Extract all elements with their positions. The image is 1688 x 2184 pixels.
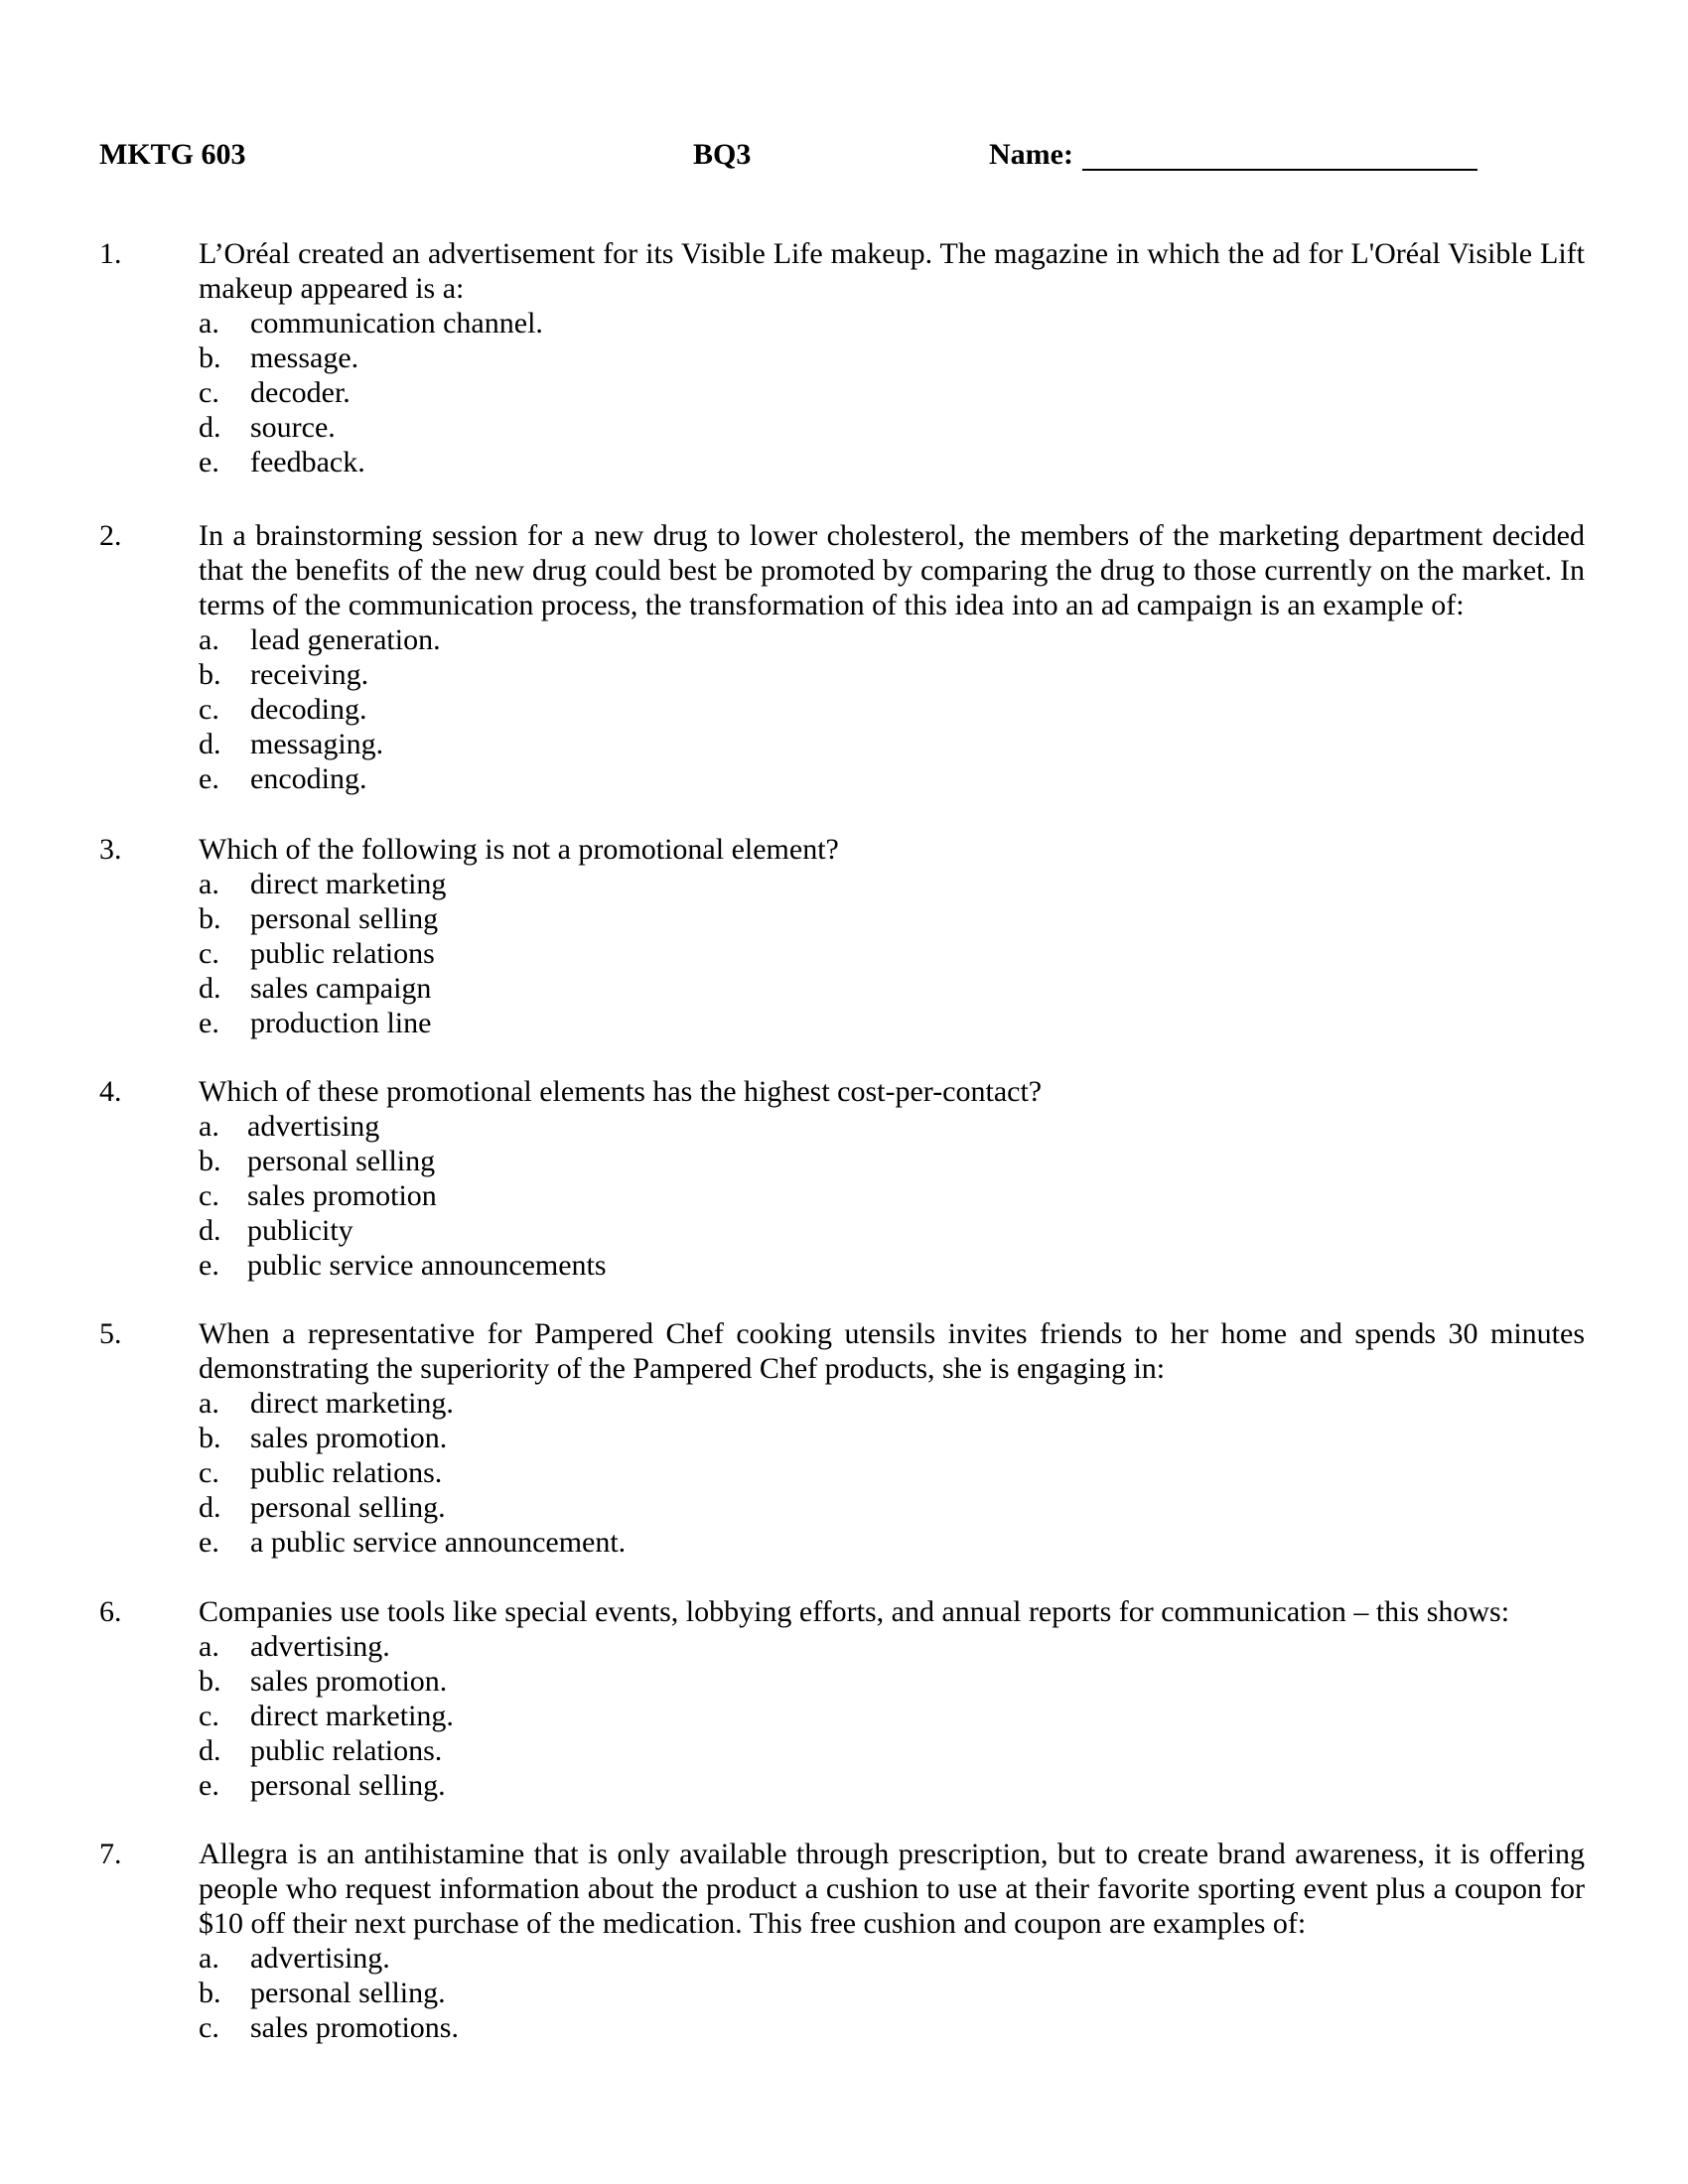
option-letter: c. [199,1456,219,1489]
answer-option [199,410,1688,445]
quiz-code: BQ3 [693,138,752,171]
answer-option [199,657,1688,692]
option-text: decoder. [250,376,351,409]
option-letter: c. [199,1179,219,1212]
answer-option [199,1941,1688,1976]
option-letter: a. [199,1630,219,1663]
option-text: direct marketing. [250,1387,454,1420]
option-text: communication channel. [250,307,543,340]
option-text: personal selling. [250,1491,446,1524]
page-header [0,137,1688,177]
answer-option [199,1976,1688,2010]
option-letter: c. [199,1700,219,1732]
option-text: public service announcements [247,1249,607,1282]
question-number: 6. [99,1595,122,1628]
answer-option [199,2010,1688,2045]
option-text: advertising. [250,1630,390,1663]
question-number: 7. [99,1838,122,1870]
option-text: sales campaign [250,972,432,1005]
answer-option [199,1525,1688,1560]
answer-option [199,1699,1688,1733]
option-letter: a. [199,868,219,900]
option-text: production line [250,1007,432,1039]
option-text: sales promotion. [250,1665,448,1698]
option-text: encoding. [250,762,367,795]
answer-option [199,1733,1688,1768]
option-letter: c. [199,376,219,409]
question-text: When a representative for Pampered Chef cooking utensils invites friends to her home and spends 30 minutes demonstrating the superiority of the Pampered Chef products, she is engaging in: [199,1317,1585,1385]
answer-option [199,692,1688,727]
question-number: 2. [99,519,122,552]
option-text: a public service announcement. [250,1526,627,1559]
option-text: advertising. [250,1942,390,1975]
option-letter: b. [199,902,221,935]
option-text: direct marketing [250,868,447,900]
option-text: source. [250,411,336,444]
answer-options [199,306,1688,479]
answer-option [199,1455,1688,1490]
question-1 [0,236,1688,479]
question-text: Allegra is an antihistamine that is only available through prescription, but to create brand awareness, it is offering people who request information about the product a cushion to use at their favorite sporting event plus a coupon for $10 off their next purchase of the medication. This free cushion and coupon are examples of: [199,1838,1585,1940]
answer-option [199,936,1688,971]
option-letter: a. [199,623,219,656]
answer-option [199,306,1688,341]
answer-options [199,622,1688,796]
answer-option [199,1006,1688,1040]
option-letter: e. [199,1249,219,1282]
answer-options [199,867,1688,1040]
question-number: 4. [99,1075,122,1108]
option-letter: a. [199,307,219,340]
option-letter: a. [199,1387,219,1420]
name-label: Name: [989,138,1073,171]
answer-options [199,1386,1688,1560]
answer-option [199,445,1688,479]
option-letter: b. [199,1145,221,1177]
answer-option [199,375,1688,410]
option-letter: c. [199,693,219,726]
option-text: receiving. [250,658,369,691]
option-text: sales promotion. [250,1422,448,1454]
option-letter: e. [199,1526,219,1559]
option-text: personal selling. [250,1769,446,1802]
option-letter: e. [199,1769,219,1802]
option-text: personal selling [247,1145,436,1177]
option-letter: b. [199,1422,221,1454]
option-letter: d. [199,728,221,760]
answer-option [199,1490,1688,1525]
option-text: publicity [247,1214,353,1247]
question-text: Companies use tools like special events, lobbying efforts, and annual reports for communication – this shows: [199,1595,1510,1628]
option-text: personal selling. [250,1977,446,2009]
option-letter: b. [199,1977,221,2009]
question-text: Which of the following is not a promotional element? [199,833,839,866]
answer-option [199,341,1688,375]
answer-option [199,901,1688,936]
answer-options [199,1629,1688,1803]
answer-option [199,622,1688,657]
option-letter: e. [199,762,219,795]
answer-option [199,1421,1688,1455]
option-letter: d. [199,1734,221,1767]
answer-option [199,971,1688,1006]
option-letter: c. [199,2011,219,2044]
option-text: feedback. [250,446,365,478]
option-text: advertising [247,1110,380,1143]
question-3 [0,832,1688,1040]
question-5 [0,1316,1688,1560]
answer-option [199,1109,1688,1144]
name-blank-line [1082,169,1477,171]
question-text: In a brainstorming session for a new drug to lower cholesterol, the members of the marketing department decided that the benefits of the new drug could best be promoted by comparing the drug to those currently on the market. In terms of the communication process, the transformation of this idea into an ad campaign is an example of: [199,519,1585,621]
option-text: public relations. [250,1734,443,1767]
question-4 [0,1074,1688,1283]
answer-option [199,1629,1688,1664]
option-letter: b. [199,341,221,374]
answer-option [199,1144,1688,1178]
course-label: MKTG 603 [99,138,246,171]
option-text: sales promotion [247,1179,437,1212]
option-letter: d. [199,1214,221,1247]
option-text: lead generation. [250,623,441,656]
option-text: decoding. [250,693,367,726]
option-text: sales promotions. [250,2011,459,2044]
question-7 [0,1837,1688,2045]
option-letter: e. [199,1007,219,1039]
answer-option [199,1386,1688,1421]
option-text: direct marketing. [250,1700,454,1732]
option-text: personal selling [250,902,439,935]
question-text: L’Oréal created an advertisement for its Visible Life makeup. The magazine in which the ad for L'Oréal Visible Lift makeup appeared is a: [199,237,1585,305]
option-letter: b. [199,1665,221,1698]
option-letter: d. [199,972,221,1005]
question-2 [0,518,1688,796]
option-letter: a. [199,1110,219,1143]
question-number: 5. [99,1317,122,1350]
answer-option [199,1178,1688,1213]
question-text: Which of these promotional elements has the highest cost-per-contact? [199,1075,1043,1108]
question-number: 1. [99,237,122,270]
option-text: messaging. [250,728,384,760]
option-letter: a. [199,1942,219,1975]
answer-option [199,1768,1688,1803]
option-letter: e. [199,446,219,478]
answer-option [199,1248,1688,1283]
option-text: public relations [250,937,435,970]
answer-option [199,761,1688,796]
question-number: 3. [99,833,122,866]
question-6 [0,1594,1688,1803]
answer-option [199,727,1688,761]
answer-options [199,1941,1688,2045]
option-letter: d. [199,411,221,444]
option-text: public relations. [250,1456,443,1489]
answer-option [199,867,1688,901]
option-letter: d. [199,1491,221,1524]
option-letter: c. [199,937,219,970]
option-text: message. [250,341,359,374]
answer-option [199,1213,1688,1248]
answer-options [199,1109,1688,1283]
option-letter: b. [199,658,221,691]
answer-option [199,1664,1688,1699]
